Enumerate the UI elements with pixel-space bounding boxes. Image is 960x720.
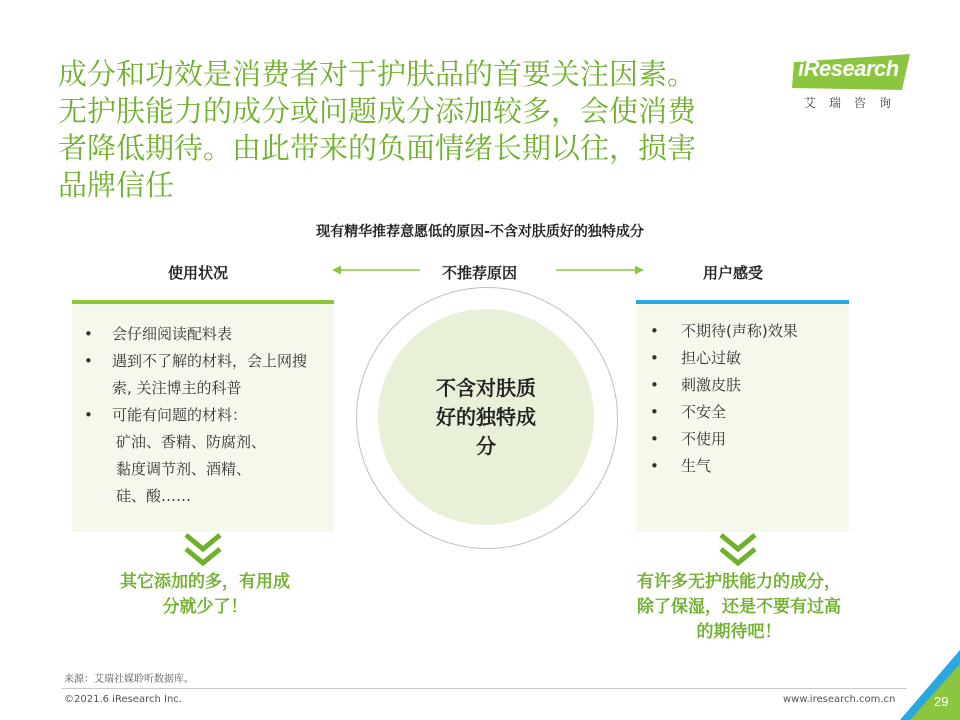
- list-item: [636, 426, 849, 453]
- list-item-text: 遇到不了解的材料，会上网搜索, 关注博主的科普: [112, 352, 308, 397]
- material-line: 黏度调节剂、酒精、: [116, 460, 252, 478]
- bullet-dot: •: [650, 457, 659, 475]
- title-line: 成分和功效是消费者对于护肤品的首要关注因素。: [58, 57, 697, 91]
- center-column-header: 不推荐原因: [442, 264, 518, 282]
- list-item: [636, 372, 849, 399]
- center-label-line: 好的独特成: [436, 405, 536, 429]
- logo-subtitle: 艾瑞咨询: [804, 96, 905, 110]
- bullet-dot: •: [650, 430, 659, 448]
- list-item: [72, 321, 334, 348]
- usage-status-list: [72, 321, 334, 510]
- conclusion-line: 除了保湿，还是不要有过高: [637, 597, 841, 617]
- arrow-left-icon: [332, 264, 422, 266]
- center-label-line: 分: [476, 434, 496, 458]
- title-line: 无护肤能力的成分或问题成分添加较多，会使消费: [58, 94, 697, 128]
- copyright-text: ©2021.6 iResearch Inc.: [64, 694, 182, 705]
- list-item: [636, 318, 849, 345]
- center-label: [406, 374, 566, 461]
- bullet-dot: •: [650, 403, 659, 421]
- iresearch-logo: [792, 52, 917, 114]
- page-title: [58, 56, 778, 204]
- list-item-text: 生气: [681, 457, 712, 475]
- website-link[interactable]: www.iresearch.com.cn: [783, 694, 896, 705]
- source-note: 来源：艾瑞社媒聆听数据库。: [64, 674, 194, 685]
- corner-decoration-icon: [900, 650, 960, 720]
- title-line: 品牌信任: [58, 168, 175, 202]
- page-number: 29: [934, 694, 949, 709]
- bullet-dot: •: [84, 352, 93, 370]
- double-chevron-down-icon: [181, 532, 225, 572]
- list-item-text: 不使用: [681, 430, 727, 448]
- section-subtitle: 现有精华推荐意愿低的原因-不含对肤质好的独特成分: [316, 224, 644, 240]
- user-feeling-list: [636, 318, 849, 480]
- conclusion-line: 其它添加的多，有用成: [120, 572, 290, 592]
- list-item-text: 担心过敏: [681, 349, 742, 367]
- list-item-text: 会仔细阅读配料表: [112, 325, 233, 343]
- list-item-text: 刺激皮肤: [681, 376, 742, 394]
- footer-divider: [62, 688, 907, 689]
- logo-text: iResearch: [798, 56, 899, 81]
- center-label-line: 不含对肤质: [436, 376, 536, 400]
- bullet-dot: •: [650, 349, 659, 367]
- arrow-right-icon: [554, 264, 644, 266]
- conclusion-line: 有许多无护肤能力的成分，: [637, 572, 841, 592]
- user-feeling-box: [636, 300, 849, 532]
- left-column-header: 使用状况: [168, 264, 229, 282]
- conclusion-line: 分就少了！: [162, 597, 248, 617]
- left-conclusion: [72, 570, 338, 620]
- bullet-dot: •: [84, 406, 93, 424]
- list-item: [72, 402, 334, 510]
- list-item: [72, 348, 334, 402]
- right-conclusion: [604, 570, 874, 645]
- conclusion-line: 的期待吧！: [696, 622, 782, 642]
- usage-status-box: [72, 300, 334, 532]
- double-chevron-down-icon: [716, 532, 760, 572]
- list-item-text: 不安全: [681, 403, 727, 421]
- list-item-text: 不期待(声称)效果: [681, 322, 798, 340]
- bullet-dot: •: [84, 325, 93, 343]
- list-item: [636, 399, 849, 426]
- material-line: 矿油、香精、防腐剂、: [116, 433, 267, 451]
- list-item: [636, 345, 849, 372]
- list-item: [636, 453, 849, 480]
- bullet-dot: •: [650, 322, 659, 340]
- title-line: 者降低期待。由此带来的负面情绪长期以往，损害: [58, 131, 697, 165]
- material-line: 硅、酸……: [116, 487, 192, 505]
- bullet-dot: •: [650, 376, 659, 394]
- right-column-header: 用户感受: [703, 264, 764, 282]
- list-item-text: 可能有问题的材料：: [112, 406, 248, 424]
